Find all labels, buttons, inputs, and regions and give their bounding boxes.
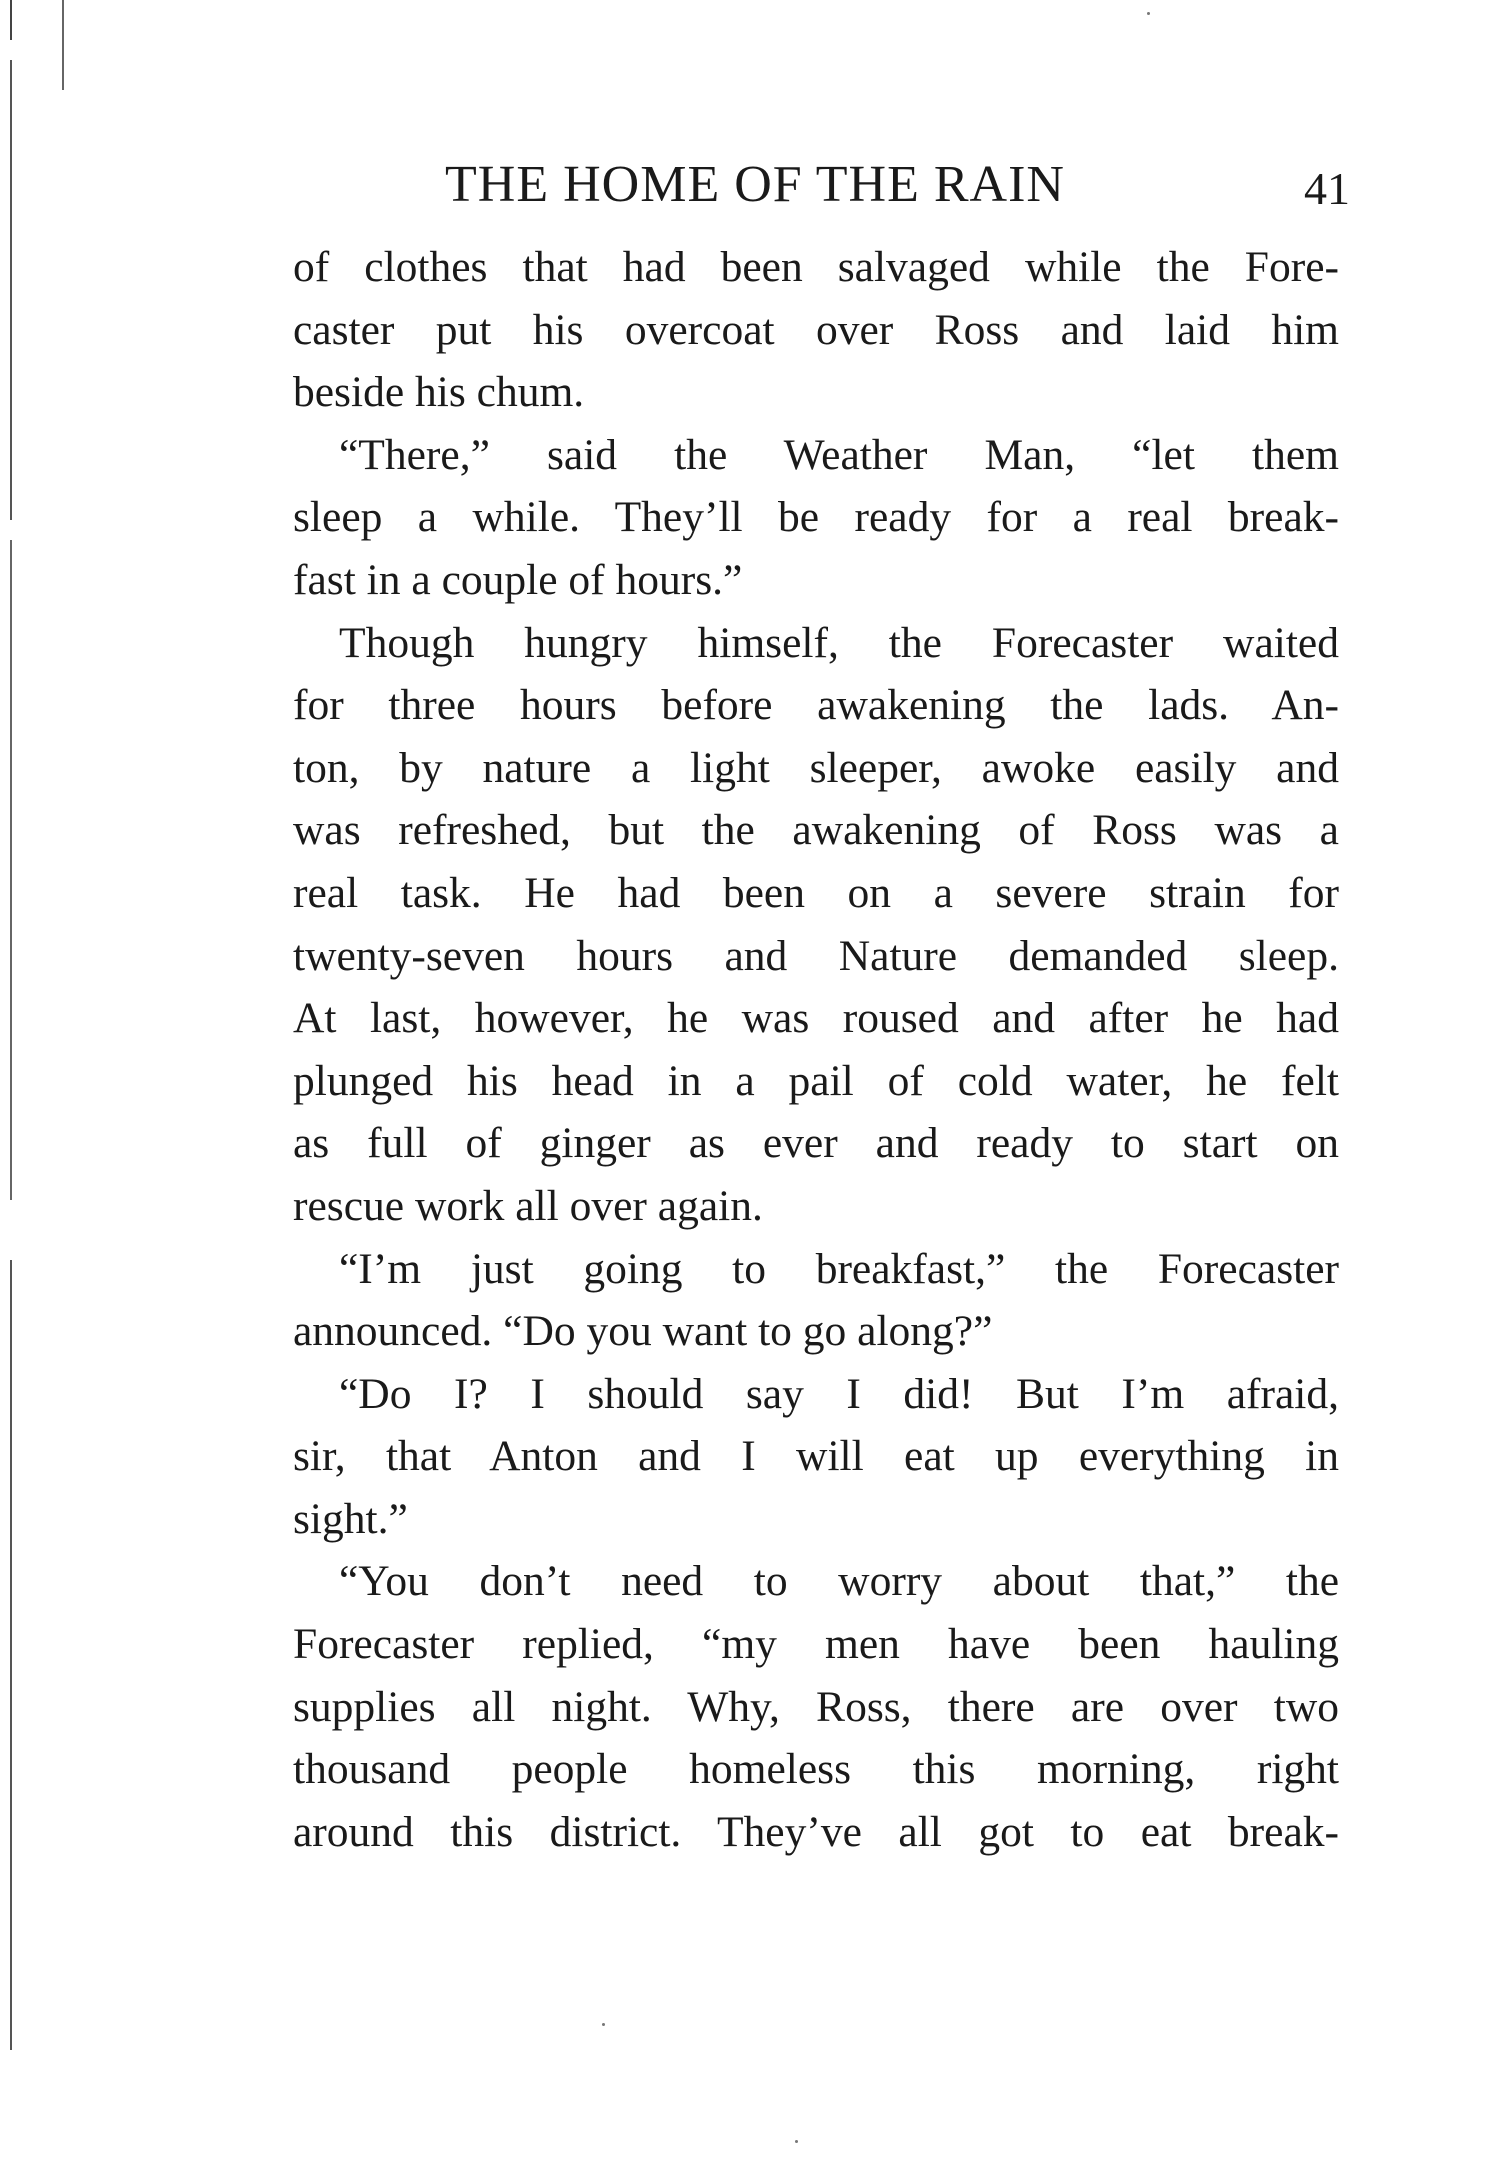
text-line: announced. “Do you want to go along?” [293, 1307, 993, 1356]
binding-edge-shadow [10, 0, 12, 2179]
page-number: 41 [1304, 163, 1350, 214]
scan-speck [602, 2023, 605, 2026]
text-line: “I’m just going to breakfast,” the Forecaster [339, 1244, 1339, 1293]
scan-speck [1147, 12, 1150, 15]
text-line: “Do I? I should say I did! But I’m afraid, [339, 1369, 1339, 1418]
text-line: around this district. They’ve all got to eat break- [293, 1807, 1339, 1856]
text-line: “You don’t need to worry about that,” the [339, 1557, 1339, 1606]
text-line: of clothes that had been salvaged while the Fore- [293, 243, 1339, 291]
text-line: Though hungry himself, the Forecaster waited [339, 618, 1339, 667]
text-line: plunged his head in a pail of cold water, he felt [293, 1056, 1339, 1105]
text-line: real task. He had been on a severe strain for [293, 868, 1339, 917]
text-line: sir, that Anton and I will eat up everything in [293, 1432, 1339, 1481]
text-line: as full of ginger as ever and ready to start on [293, 1119, 1339, 1168]
text-line: caster put his overcoat over Ross and laid him [293, 305, 1339, 354]
text-line: twenty-seven hours and Nature demanded sleep. [293, 931, 1339, 980]
text-line: thousand people homeless this morning, right [293, 1745, 1339, 1794]
text-line: “There,” said the Weather Man, “let them [339, 430, 1339, 479]
text-line: beside his chum. [293, 368, 585, 417]
text-line: fast in a couple of hours.” [293, 555, 743, 604]
scan-speck [795, 2140, 798, 2143]
text-line: for three hours before awakening the lads. An- [293, 681, 1339, 730]
text-line: sight.” [293, 1494, 408, 1543]
text-line: At last, however, he was roused and after he had [293, 994, 1339, 1043]
text-line: rescue work all over again. [293, 1181, 763, 1230]
running-title: THE HOME OF THE RAIN [445, 156, 1065, 213]
binding-edge-mark [62, 0, 64, 90]
page-header [290, 150, 1350, 220]
text-line: Forecaster replied, “my men have been hauling [293, 1620, 1339, 1669]
text-line: was refreshed, but the awakening of Ross was a [293, 806, 1339, 855]
text-line: supplies all night. Why, Ross, there are over two [293, 1682, 1339, 1731]
body-text [293, 236, 1339, 1863]
text-line: sleep a while. They’ll be ready for a real break- [293, 493, 1339, 542]
text-line: ton, by nature a light sleeper, awoke easily and [293, 743, 1339, 792]
